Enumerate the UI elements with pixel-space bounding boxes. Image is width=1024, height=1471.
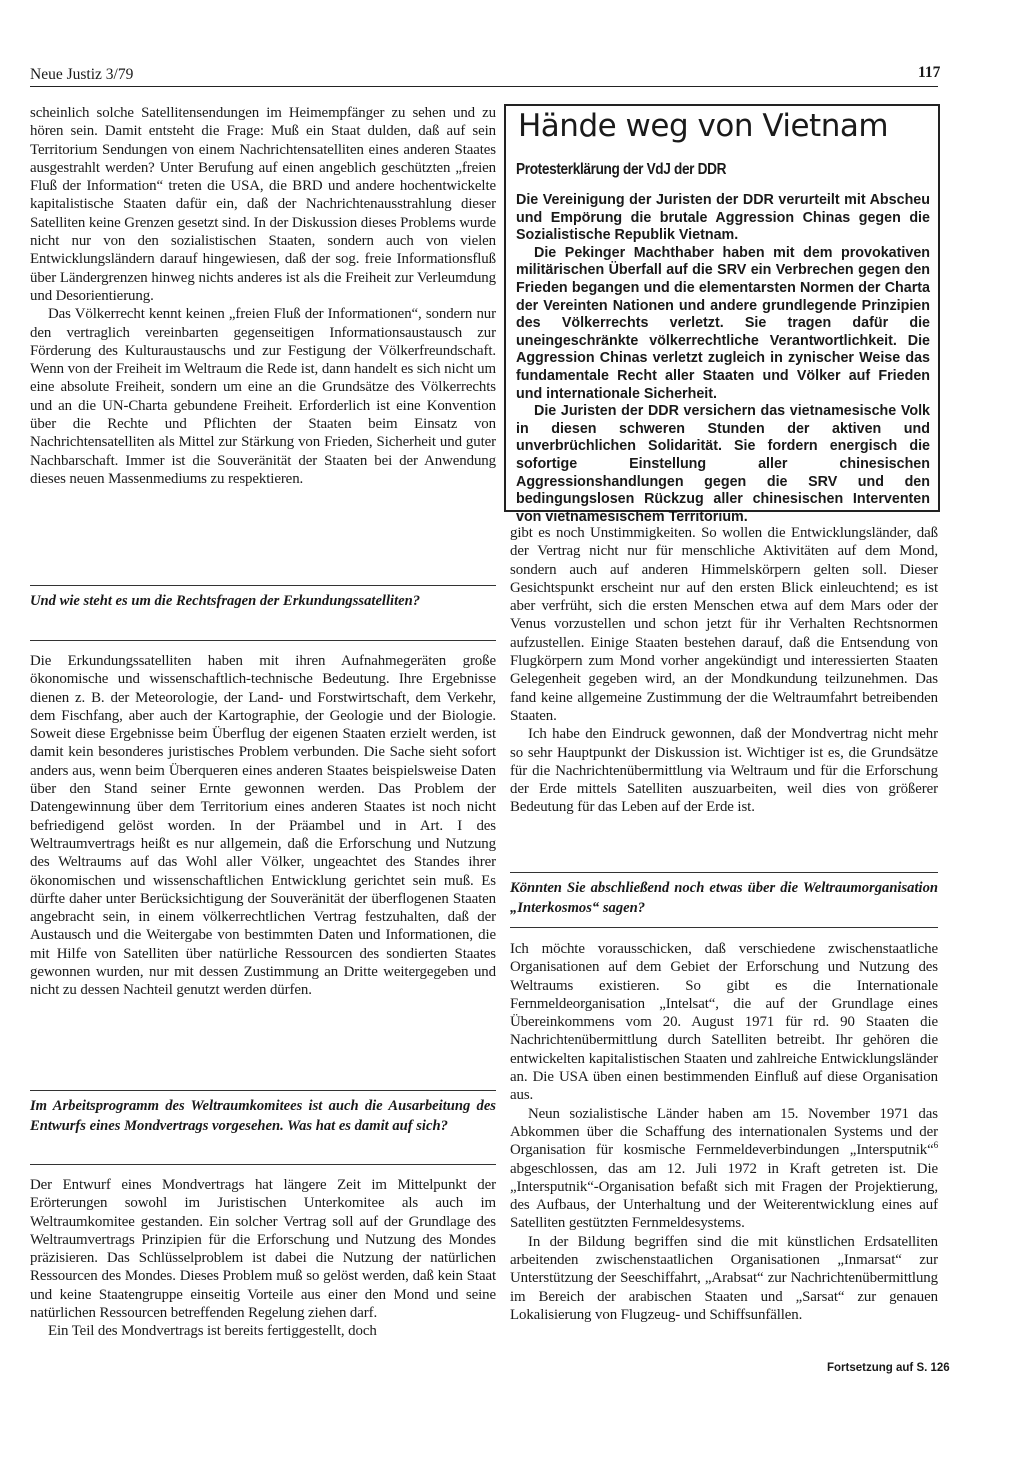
continued-note: Fortsetzung auf S. 126 bbox=[827, 1362, 950, 1374]
body-paragraph: Das Völkerrecht kennt keinen „freien Fluß der Informationen“, sondern nur den vertraglich vereinbarten gegenseitigen Informationsaustausch zur Förderung des Kulturaustauschs und zur Festigung der Völkerfreundschaft. Wenn von der Freiheit im Weltraum die Rede ist, dann handelt es sich nicht um eine absolute Freiheit, sondern um eine an die Grundsätze des Völkerrechts und an die UN-Charta gebundene Freiheit. Erforderlich ist eine Konvention über die Rechte und Pflichten der Staaten beim Einsatz von Nachrichtensatelliten als Mittel zur Stärkung von Frieden, Sicherheit und guter Nachbarschaft. Immer ist die Souveränität der Staaten bei der Anwendung dieses neuen Massenmediums zu respektieren. bbox=[30, 306, 496, 487]
header-rule bbox=[30, 86, 938, 87]
interview-question: Im Arbeitsprogramm des Weltraumkomitees ist auch die Ausarbeitung des Entwurfs eines Mondvertrags vorgesehen. Was hat es damit auf sich? bbox=[30, 1090, 496, 1165]
paragraph-text: abgeschlossen, das am 12. Juli 1972 in Kraft getreten ist. Die „Intersputnik“-Organisation befaßt sich mit Fragen der Projektierung, des Aufbaus, der Unterhaltung und der Weiterentwicklung eines auf Satelliten gestützten Fernmeldesystems. bbox=[510, 1160, 938, 1232]
right-column-continuation bbox=[510, 524, 938, 817]
interview-question: Könnten Sie abschließend noch etwas über die Weltraumorganisation „Interkosmos“ sagen? bbox=[510, 872, 938, 928]
statement-paragraph: Die Pekinger Machthaber haben mit dem provokativen militärischen Überfall auf die SRV ein Verbrechen gegen den Frieden begangen und die elementarsten Normen der Charta der Vereinten Nationen und andere grundlegende Prinzipien des Völkerrechts verletzt. Sie tragen dafür die uneingeschränkte völkerrechtliche Verantwortlichkeit. Die Aggression Chinas verletzt zugleich in zynischer Weise das fundamentale Recht aller Staaten und Völker auf Frieden und internationale Sicherheit. bbox=[516, 244, 930, 402]
paragraph-text: Neun sozialistische Länder haben am 15. November 1971 das Abkommen über die Schaffung des internationalen Systems und der Organisation für kosmische Fernmeldeverbindungen „Intersputnik“ bbox=[510, 1105, 938, 1159]
left-column-intro bbox=[30, 104, 496, 488]
statement-body bbox=[516, 192, 930, 526]
body-paragraph bbox=[510, 1105, 938, 1233]
body-paragraph: In der Bildung begriffen sind die mit künstlichen Erdsatelliten arbeitenden zwischenstaatlichen Organisationen „Inmarsat“ zur Unterstützung der Seeschiffahrt, „Arabsat“ zur Nachrichtenübermittlung im Bereich der arabischen Staaten und „Sarsat“ zur genauen Lokalisierung von Flugzeug- und Schiffsunfällen. bbox=[510, 1233, 938, 1323]
statement-paragraph: Die Juristen der DDR versichern das vietnamesische Volk in diesen schweren Stunden der aktiven und unverbrüchlichen Solidarität. Sie fordern energisch die sofortige Einstellung aller chinesischen Aggressionshandlungen gegen die SRV und den bedingungslosen Rückzug aller chinesischen Interventen von vietnamesischem Territorium. bbox=[516, 403, 930, 525]
body-paragraph: Die Erkundungssatelliten haben mit ihren Aufnahmegeräten große ökonomische und wissenschaftlich-technische Bedeutung. Ihre Ergebnisse dienen z. B. der Meteorologie, der Land- und Forstwirtschaft, dem Verkehr, dem Fischfang, aber auch der Kartographie, der Geologie und der Biologie. Soweit diese Ergebnisse beim Überflug der eigenen Staaten erzielt werden, ist damit kein besonderes juristisches Problem verbunden. Die Sache sieht sofort anders aus, wenn beim Überqueren eines anderen Staates beispielsweise Daten über den Stand seiner Ernte gewonnen werden. Das Problem der Datengewinnung über dem Territorium eines anderen Staates ist noch nicht befriedigend gelöst worden. In der Präambel und in Art. I des Weltraumvertrags heißt es nur allgemein, daß die Erforschung und Nutzung des Weltraums auf das Wohl aller Völker, ungeachtet des Standes ihrer ökonomischen und wissenschaftlichen Entwicklung gerichtet sein muß. Es dürfte daher unter Berücksichtigung der Souveränität der überflogenen Staaten angebracht sein, in einem völkerrechtlichen Vertrag festzuhalten, daß der Austausch und die Weitergabe von bestimmten Daten und Informationen, die mit Hilfe von Satelliten über natürliche Ressourcen des sondierten Staates gewonnen wurden, nur mit dessen Zustimmung an Dritte weitergegeben und nicht zu dessen Nachteil genutzt werden dürfen. bbox=[30, 653, 496, 999]
body-paragraph: Ich möchte vorausschicken, daß verschiedene zwischenstaatliche Organisationen auf dem Gebiet der Erforschung und Nutzung des Weltraums existieren. So gibt es die Internationale Fernmeldeorganisation „Intelsat“, die auf der Grundlage eines Übereinkommens vom 20. August 1971 für rd. 90 Staaten die Nachrichtenübermittlung durch Satelliten betreibt. Ihr gehören die entwickelten kapitalistischen Staaten und zahlreiche Entwicklungsländer an. Die USA üben einen bestimmenden Einfluß auf diese Organisation aus. bbox=[510, 941, 938, 1104]
left-column-answer2 bbox=[30, 1176, 496, 1341]
body-paragraph: Ich habe den Eindruck gewonnen, daß der Mondvertrag nicht mehr so sehr Hauptpunkt der Diskussion ist. Wichtiger ist es, die Grundsätze für die Nachrichtenübermittlung via Weltraum und für die Erforschung der Erde mittels Satelliten auszuarbeiten, weil dies von größerer Bedeutung für das Leben auf der Erde ist. bbox=[510, 726, 938, 816]
journal-title: Neue Justiz 3/79 bbox=[30, 66, 134, 83]
interview-question: Und wie steht es um die Rechtsfragen der Erkundungssatelliten? bbox=[30, 585, 496, 641]
page-number: 117 bbox=[918, 64, 941, 81]
statement-box bbox=[504, 104, 940, 525]
right-column-answer3 bbox=[510, 940, 938, 1324]
statement-title: Hände weg von Vietnam bbox=[518, 108, 889, 144]
body-paragraph: scheinlich solche Satellitensendungen im Heimempfänger zu sehen und zu hören sein. Damit entsteht die Frage: Muß ein Staat dulden, daß auf sein Territorium Sendungen von einem Nachrichtensatelliten eines anderen Staates ausgestrahlt werden? Unter Berufung auf einen angeblich geschützten „freien Fluß der Information“ treten die USA, die BRD und andere hochentwickelte kapitalistische Staaten dafür ein, daß der Nachrichtenausstrahlung dieser Satelliten keine Grenzen gesetzt sind. In der Diskussion dieses Problems wurde nicht nur von den sozialistischen Staaten, sondern auch von vielen Entwicklungsländern darauf hingewiesen, daß der sog. freie Informationsfluß über Ländergrenzen hinweg nichts anderes ist als die Freiheit zur Verleumdung und Desorientierung. bbox=[30, 105, 496, 304]
footnote-marker: 6 bbox=[933, 1140, 938, 1151]
body-paragraph: Ein Teil des Mondvertrags ist bereits fertiggestellt, doch bbox=[48, 1323, 377, 1340]
statement-subtitle: Protesterklärung der VdJ der DDR bbox=[516, 161, 727, 178]
statement-paragraph: Die Vereinigung der Juristen der DDR verurteilt mit Abscheu und Empörung die brutale Aggression Chinas gegen die Sozialistische Republik Vietnam. bbox=[516, 192, 930, 244]
left-column-answer1 bbox=[30, 652, 496, 1000]
body-paragraph: gibt es noch Unstimmigkeiten. So wollen die Entwicklungsländer, daß der Vertrag nicht nur für menschliche Aktivitäten auf dem Mond, sondern auch auf anderen Himmelskörpern gelten soll. Dieser Gesichtspunkt erscheint nur auf den ersten Blick einleuchtend; es ist aber verfrüht, sich die ersten Menschen etwa auf dem Mars oder der Venus vorzustellen und schon jetzt für ihr Verhalten Rechtsnormen aufzustellen. Einige Staaten bestehen darauf, daß die Entsendung von Flugkörpern zum Mond vorher angekündigt und interessierten Staaten Gelegenheit gegeben wird, an der Mondkundung teilzunehmen. Das fand keine allgemeine Zustimmung der die Weltraumfahrt betreibenden Staaten. bbox=[510, 525, 938, 724]
body-paragraph: Der Entwurf eines Mondvertrags hat längere Zeit im Mittelpunkt der Erörterungen sowohl im Juristischen Unterkomitee als auch im Weltraumkomitee gestanden. Ein solcher Vertrag soll auf der Grundlage des Weltraumvertrags Prinzipien für die Erforschung und Nutzung des Mondes präzisieren. Das Schlüsselproblem ist dabei die Nutzung der natürlichen Ressourcen des Mondes. Dieses Problem muß so gelöst werden, daß kein Staat und keine Staatengruppe einseitig Vorteile aus einer den Mond und seine natürlichen Ressourcen betreffenden Regelung ziehen darf. bbox=[30, 1177, 496, 1322]
